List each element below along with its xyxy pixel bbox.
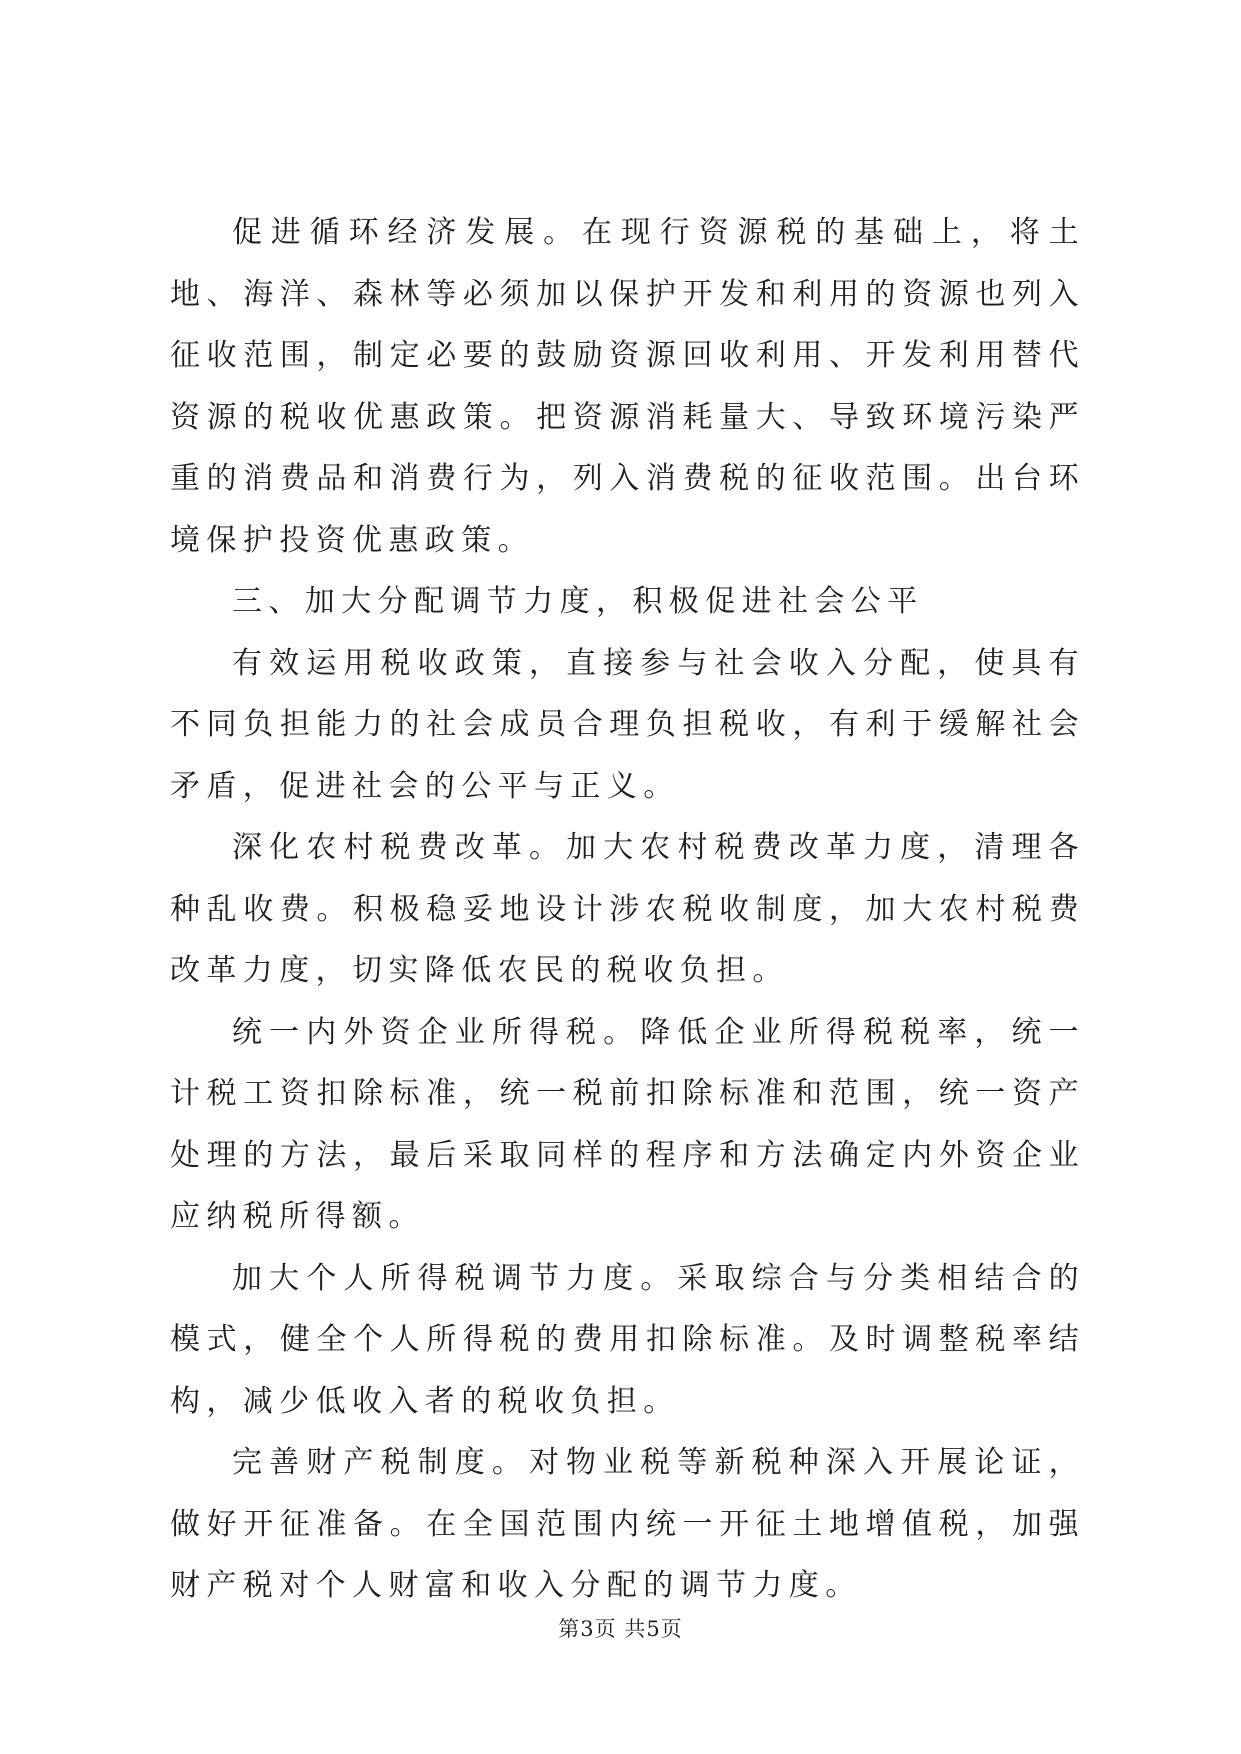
document-body xyxy=(170,202,1085,1617)
paragraph-circular-economy: 促进循环经济发展。在现行资源税的基础上，将土地、海洋、森林等必须加以保护开发和利用的资源也列入征收范围，制定必要的鼓励资源回收利用、开发利用替代资源的税收优惠政策。把资源消耗量大、导致环境污染严重的消费品和消费行为，列入消费税的征收范围。出台环境保护投资优惠政策。 xyxy=(170,215,1085,558)
section-heading-three: 三、加大分配调节力度，积极促进社会公平 xyxy=(232,584,924,619)
paragraph-property-tax: 完善财产税制度。对物业税等新税种深入开展论证，做好开征准备。在全国范围内统一开征土地增值税，加强财产税对个人财富和收入分配的调节力度。 xyxy=(170,1445,1085,1603)
paragraph-personal-income-tax: 加大个人所得税调节力度。采取综合与分类相结合的模式，健全个人所得税的费用扣除标准。及时调整税率结构，减少低收入者的税收负担。 xyxy=(170,1260,1085,1419)
page-number-footer: 第3页 共5页 xyxy=(558,1617,683,1641)
paragraph-rural-tax-reform: 深化农村税费改革。加大农村税费改革力度，清理各种乱收费。积极稳妥地设计涉农税收制度，加大农村税费改革力度，切实降低农民的税收负担。 xyxy=(170,830,1085,988)
paragraph-tax-policy: 有效运用税收政策，直接参与社会收入分配，使具有不同负担能力的社会成员合理负担税收，有利于缓解社会矛盾，促进社会的公平与正义。 xyxy=(170,645,1085,804)
paragraph-enterprise-income-tax: 统一内外资企业所得税。降低企业所得税税率，统一计税工资扣除标准，统一税前扣除标准和范围，统一资产处理的方法，最后采取同样的程序和方法确定内外资企业应纳税所得额。 xyxy=(170,1014,1085,1234)
